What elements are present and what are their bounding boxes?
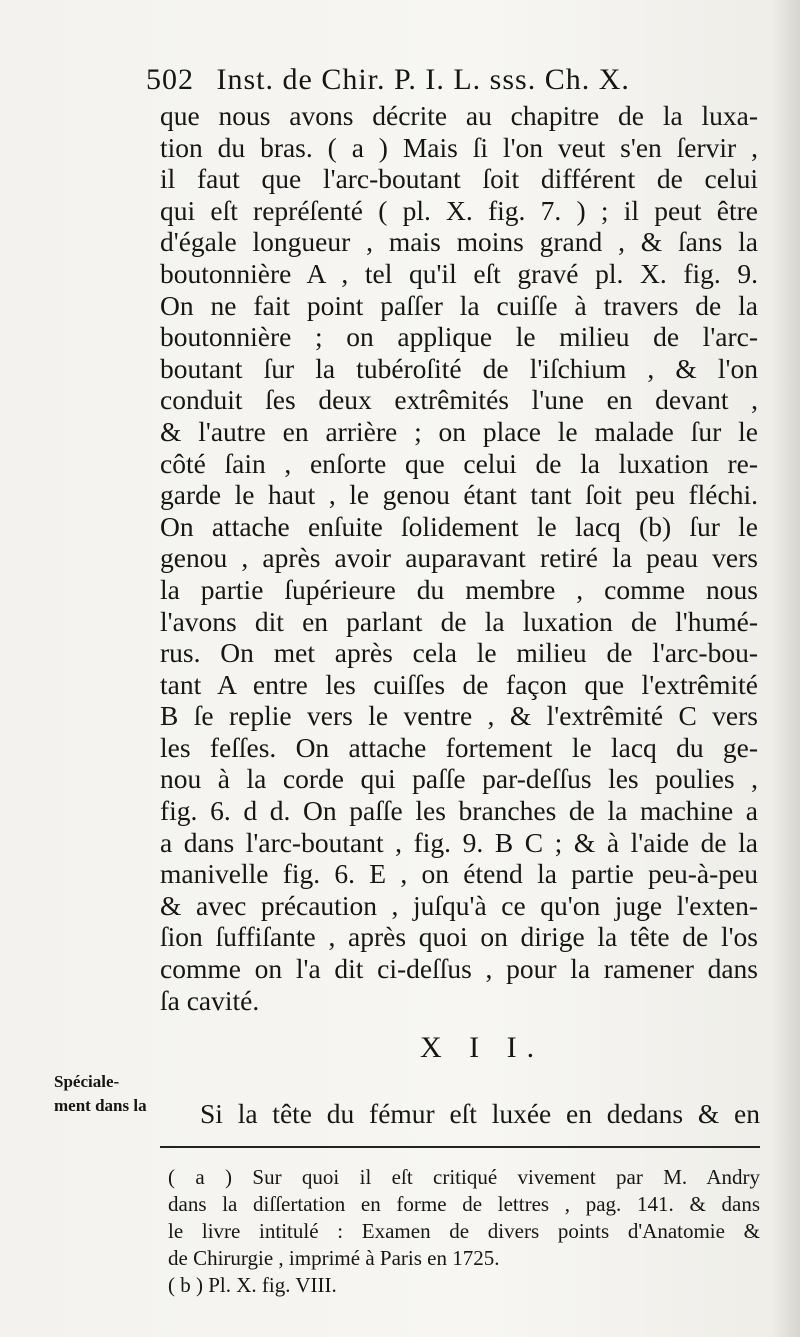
body-line: On ne fait point paſſer la cuiſſe à travers de la xyxy=(160,289,758,321)
body-line: qui eſt repréſenté ( pl. X. fig. 7. ) ; il peut être xyxy=(160,194,758,226)
body-line: rus. On met après cela le milieu de l'arc-bou- xyxy=(160,637,758,669)
margin-note xyxy=(54,1070,174,1118)
footnote-a-line: de Chirurgie , imprimé à Paris en 1725. xyxy=(168,1246,500,1270)
body-text xyxy=(160,100,758,1016)
body-line: il faut que l'arc-boutant ſoit différent de celui xyxy=(160,163,758,195)
body-line: d'égale longueur , mais moins grand , & ſans la xyxy=(160,226,758,258)
footnotes xyxy=(168,1164,760,1299)
body-line: tant A entre les cuiſſes de façon que l'extrêmité xyxy=(160,668,758,700)
footnote-rule xyxy=(160,1146,760,1148)
body-line: conduit ſes deux extrêmités l'une en devant , xyxy=(160,384,758,416)
body-line: les feſſes. On attache fortement le lacq du ge- xyxy=(160,731,758,763)
body-line: nou à la corde qui paſſe par-deſſus les poulies , xyxy=(160,763,758,795)
margin-note-line: Spéciale- xyxy=(54,1072,120,1091)
body-line: genou , après avoir auparavant retiré la peau vers xyxy=(160,542,758,574)
body-line: boutant ſur la tubéroſité de l'iſchium , & l'on xyxy=(160,352,758,384)
body-line: On attache enſuite ſolidement le lacq (b) ſur le xyxy=(160,510,758,542)
body-line: ſa cavité. xyxy=(160,984,260,1016)
body-line: & l'autre en arrière ; on place le malade ſur le xyxy=(160,415,758,447)
body-line: boutonnière ; on applique le milieu de l'arc- xyxy=(160,321,758,353)
footnote-a-line: dans la diſſertation en forme de lettres , pag. 141. & dans xyxy=(168,1192,760,1216)
body-line: a dans l'arc-boutant , fig. 9. B C ; & à l'aide de la xyxy=(160,826,758,858)
section-number: X I I. xyxy=(420,1031,545,1064)
body-line: manivelle fig. 6. E , on étend la partie peu-à-peu xyxy=(160,858,758,890)
body-line: & avec précaution , juſqu'à ce qu'on juge l'exten- xyxy=(160,889,758,921)
footnote-a-line: le livre intitulé : Examen de divers points d'Anatomie & xyxy=(168,1219,760,1243)
body-line: la partie ſupérieure du membre , comme nous xyxy=(160,573,758,605)
margin-note-line: ment dans la xyxy=(54,1096,147,1115)
body-line: l'avons dit en parlant de la luxation de l'humé- xyxy=(160,605,758,637)
page-number: 502 xyxy=(146,63,194,96)
body-line: tion du bras. ( a ) Mais ſi l'on veut s'en ſervir , xyxy=(160,131,758,163)
running-title: Inst. de Chir. P. I. L. sss. Ch. X. xyxy=(216,63,630,96)
section-first-line: Si la tête du fémur eſt luxée en dedans & en xyxy=(200,1098,760,1129)
body-line: fig. 6. d d. On paſſe les branches de la machine a xyxy=(160,795,758,827)
footnote-b-line: ( b ) Pl. X. fig. VIII. xyxy=(168,1273,337,1297)
body-line: boutonnière A , tel qu'il eſt gravé pl. X. fig. 9. xyxy=(160,257,758,289)
page-edge-shadow xyxy=(772,0,800,1337)
body-line: B ſe replie vers le ventre , & l'extrêmité C vers xyxy=(160,700,758,732)
body-line: que nous avons décrite au chapitre de la luxa- xyxy=(160,100,758,131)
body-line: côté ſain , enſorte que celui de la luxation re- xyxy=(160,447,758,479)
body-line: garde le haut , le genou étant tant ſoit peu fléchi. xyxy=(160,479,758,511)
footnote-a-line: ( a ) Sur quoi il eſt critiqué vivement par M. Andry xyxy=(168,1165,760,1189)
body-line: comme on l'a dit ci-deſſus , pour la ramener dans xyxy=(160,953,758,985)
bleed-through-text xyxy=(40,460,44,476)
running-header xyxy=(146,60,758,100)
body-line: ſion ſuffiſante , après quoi on dirige la tête de l'os xyxy=(160,921,758,953)
